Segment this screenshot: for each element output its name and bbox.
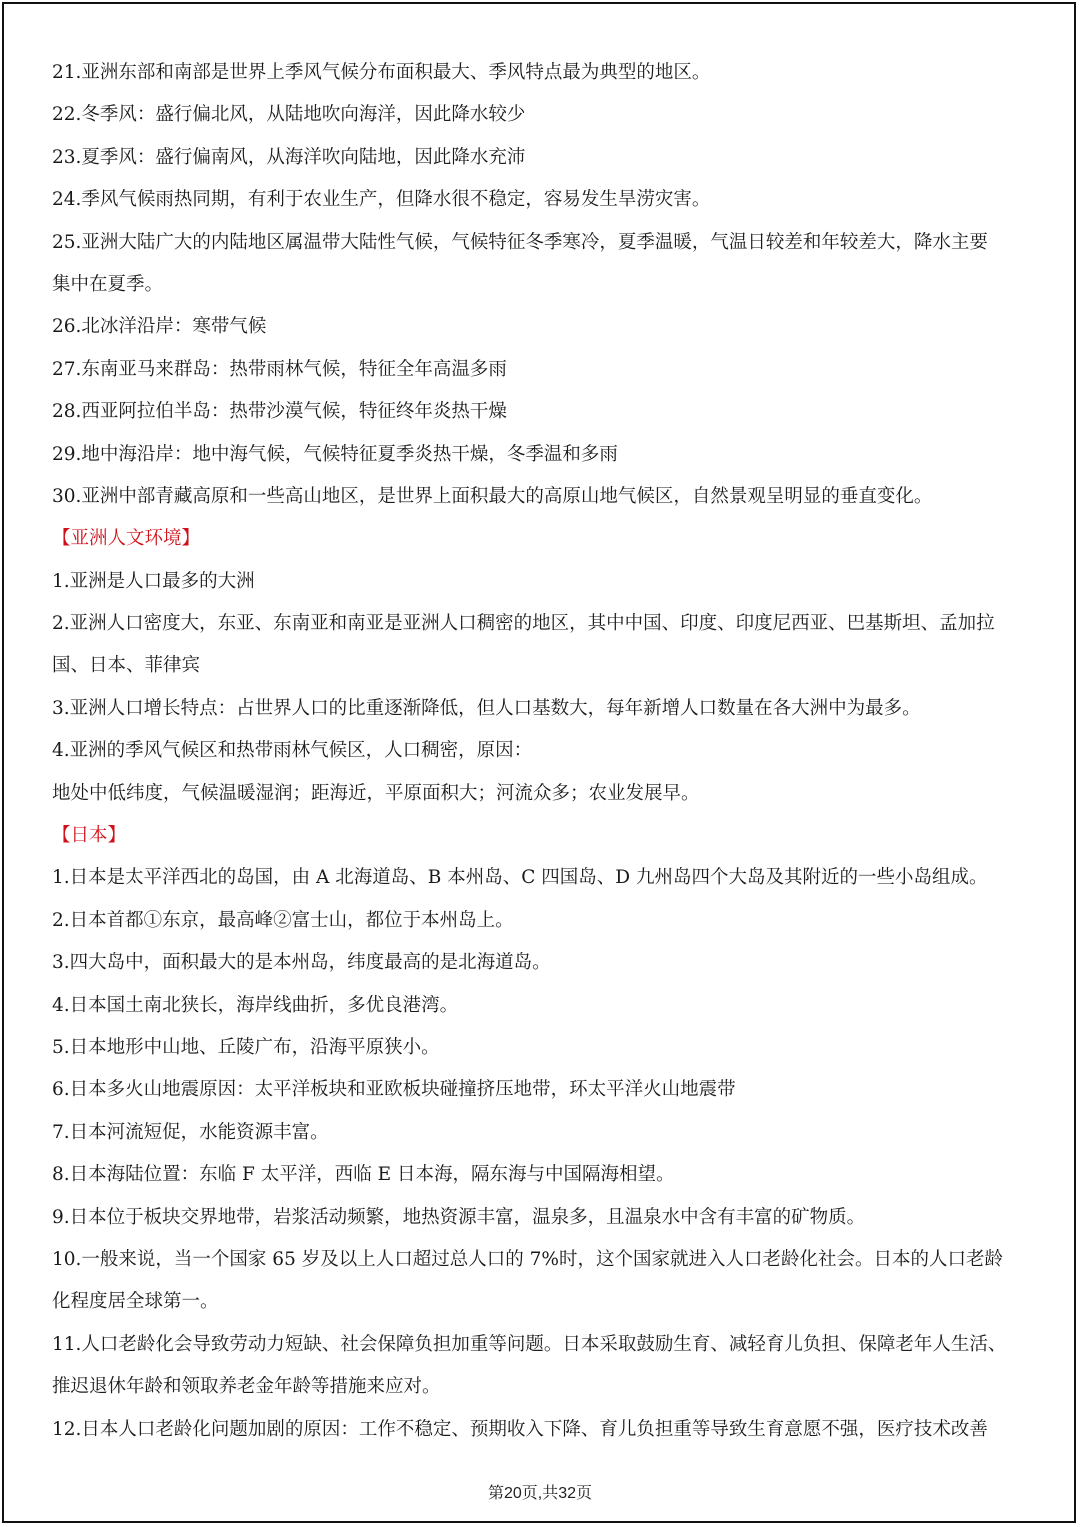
list-item: 28.西亚阿拉伯半岛：热带沙漠气候，特征终年炎热干燥 xyxy=(52,401,507,423)
list-item-continuation: 化程度居全球第一。 xyxy=(52,1291,219,1313)
list-item: 30.亚洲中部青藏高原和一些高山地区，是世界上面积最大的高原山地气候区，自然景观呈明显的垂直变化。 xyxy=(52,485,933,507)
list-item: 3.四大岛中，面积最大的是本州岛，纬度最高的是北海道岛。 xyxy=(52,952,551,974)
list-item: 1.日本是太平洋西北的岛国，由 A 北海道岛、B 本州岛、C 四国岛、D 九州岛四个大岛及其附近的一些小岛组成。 xyxy=(52,867,988,889)
list-item: 29.地中海沿岸：地中海气候，气候特征夏季炎热干燥，冬季温和多雨 xyxy=(52,443,618,465)
list-item: 12.日本人口老龄化问题加剧的原因：工作不稳定、预期收入下降、育儿负担重等导致生育意愿不强，医疗技术改善 xyxy=(52,1418,988,1440)
list-item-continuation: 地处中低纬度，气候温暖湿润；距海近，平原面积大；河流众多；农业发展早。 xyxy=(52,782,700,804)
list-item: 5.日本地形中山地、丘陵广布，沿海平原狭小。 xyxy=(52,1036,440,1058)
list-item-continuation: 集中在夏季。 xyxy=(52,273,164,295)
page-number-footer: 第20页,共32页 xyxy=(487,1485,593,1502)
list-item: 22.冬季风：盛行偏北风，从陆地吹向海洋，因此降水较少 xyxy=(52,104,526,126)
list-item: 1.亚洲是人口最多的大洲 xyxy=(52,570,255,592)
list-item: 6.日本多火山地震原因：太平洋板块和亚欧板块碰撞挤压地带，环太平洋火山地震带 xyxy=(52,1079,736,1101)
list-item: 11.人口老龄化会导致劳动力短缺、社会保障负担加重等问题。日本采取鼓励生育、减轻育儿负担、保障老年人生活、 xyxy=(52,1333,1007,1355)
section-heading-japan: 【日本】 xyxy=(52,825,127,847)
list-item: 25.亚洲大陆广大的内陆地区属温带大陆性气候，气候特征冬季寒冷，夏季温暖，气温日较差和年较差大，降水主要 xyxy=(52,231,988,253)
list-item-continuation: 国、日本、菲律宾 xyxy=(52,655,201,677)
list-item: 4.日本国土南北狭长，海岸线曲折，多优良港湾。 xyxy=(52,994,459,1016)
list-item: 2.亚洲人口密度大，东亚、东南亚和南亚是亚洲人口稠密的地区，其中中国、印度、印度尼西亚、巴基斯坦、孟加拉 xyxy=(52,613,995,635)
section-heading-asia-human-environment: 【亚洲人文环境】 xyxy=(52,528,201,550)
list-item: 3.亚洲人口增长特点：占世界人口的比重逐渐降低，但人口基数大，每年新增人口数量在各大洲中为最多。 xyxy=(52,697,921,719)
list-item: 24.季风气候雨热同期，有利于农业生产，但降水很不稳定，容易发生旱涝灾害。 xyxy=(52,189,711,211)
list-item: 8.日本海陆位置：东临 F 太平洋，西临 E 日本海，隔东海与中国隔海相望。 xyxy=(52,1164,675,1186)
document-body xyxy=(52,52,1032,1451)
list-item: 26.北冰洋沿岸：寒带气候 xyxy=(52,316,267,338)
list-item: 7.日本河流短促，水能资源丰富。 xyxy=(52,1121,329,1143)
list-item-continuation: 推迟退休年龄和领取养老金年龄等措施来应对。 xyxy=(52,1376,441,1398)
list-item: 2.日本首都①东京，最高峰②富士山，都位于本州岛上。 xyxy=(52,909,514,931)
list-item: 27.东南亚马来群岛：热带雨林气候，特征全年高温多雨 xyxy=(52,358,507,380)
list-item: 9.日本位于板块交界地带，岩浆活动频繁，地热资源丰富，温泉多，且温泉水中含有丰富的矿物质。 xyxy=(52,1206,866,1228)
list-item: 10.一般来说，当一个国家 65 岁及以上人口超过总人口的 7%时，这个国家就进入人口老龄化社会。日本的人口老龄 xyxy=(52,1248,1003,1270)
list-item: 21.亚洲东部和南部是世界上季风气候分布面积最大、季风特点最为典型的地区。 xyxy=(52,62,711,83)
list-item: 23.夏季风：盛行偏南风，从海洋吹向陆地，因此降水充沛 xyxy=(52,146,526,168)
list-item: 4.亚洲的季风气候区和热带雨林气候区，人口稠密，原因： xyxy=(52,740,533,762)
